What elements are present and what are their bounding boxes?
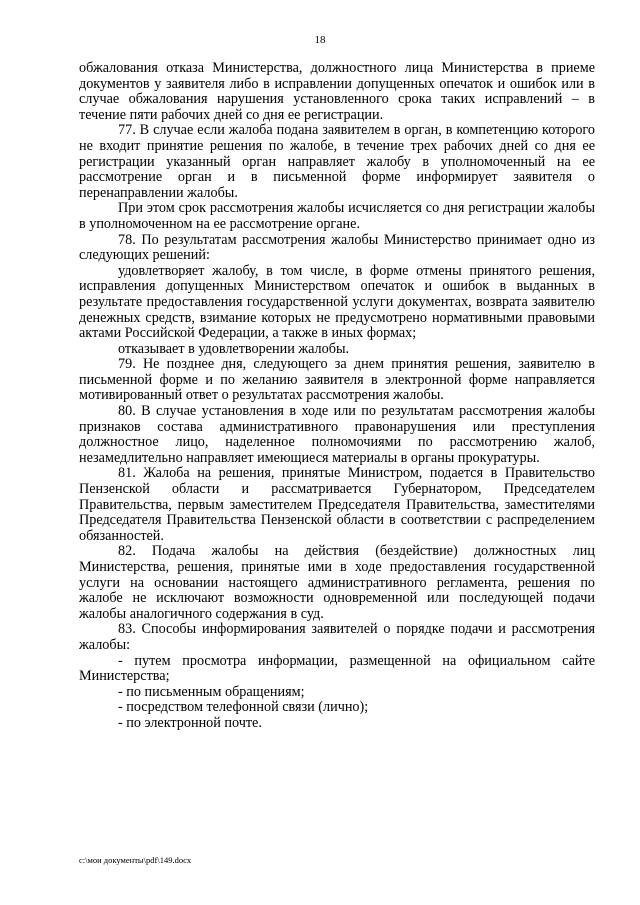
paragraph-78-option-refuse: отказывает в удовлетворении жалобы.	[118, 340, 350, 357]
file-path-footer: c:\мои документы\pdf\149.docx	[79, 855, 192, 865]
paragraph-83: 83. Способы информирования заявителей о порядке подачи и рассмотрения жалобы:	[79, 621, 595, 653]
paragraph-81: 81. Жалоба на решения, принятые Министром, подается в Правительство Пензенской области и рассматривается Губернатором, Председателем Правительства, первым заместителем Председателя Правительства, заместителями Председателя Правительства Пензенской области в соответствии с распределением обязанностей.	[79, 465, 595, 544]
paragraph-82: 82. Подача жалобы на действия (бездействие) должностных лиц Министерства, решения, принятые ими в ходе предоставления государственной услуги на основании настоящего административного регламента, решения по жалобе не исключают возможности одновременной или последующей подачи жалобы аналогичного содержания в суд.	[79, 543, 595, 622]
list-item: - по электронной почте.	[118, 714, 262, 731]
paragraph-77-term: При этом срок рассмотрения жалобы исчисляется со дня регистрации жалобы в уполномоченном на ее рассмотрение органе.	[79, 200, 595, 232]
document-body	[79, 61, 595, 732]
paragraph-79: 79. Не позднее дня, следующего за днем принятия решения, заявителю в письменной форме и по желанию заявителя в электронной форме направляется мотивированный ответ о результатах рассмотрения жалобы.	[79, 356, 595, 404]
list-item: - посредством телефонной связи (лично);	[118, 699, 369, 716]
page-number: 18	[314, 34, 326, 46]
paragraph-continuation: обжалования отказа Министерства, должностного лица Министерства в приеме документов у заявителя либо в исправлении допущенных опечаток и ошибок или в случае обжалования нарушения установленного срока таких исправлений – в течение пяти рабочих дней со дня ее регистрации.	[79, 60, 595, 123]
list-item: - по письменным обращениям;	[118, 683, 305, 700]
paragraph-78: 78. По результатам рассмотрения жалобы Министерство принимает одно из следующих решений:	[79, 231, 595, 264]
list-item-website: - путем просмотра информации, размещенной на официальном сайте Министерства;	[79, 652, 595, 685]
paragraph-80: 80. В случае установления в ходе или по результатам рассмотрения жалобы признаков состава административного правонарушения или преступления должностное лицо, наделенное полномочиями по рассмотрению жалоб, незамедлительно направляет имеющиеся материалы в органы прокуратуры.	[79, 403, 595, 466]
paragraph-77: 77. В случае если жалоба подана заявителем в орган, в компетенцию которого не входит принятие решения по жалобе, в течение трех рабочих дней со дня ее регистрации указанный орган направляет жалобу в уполномоченный на ее рассмотрение орган и в письменной форме информирует заявителя о перенаправлении жалобы.	[79, 122, 595, 201]
paragraph-78-option-satisfy: удовлетворяет жалобу, в том числе, в форме отмены принятого решения, исправления допущенных Министерством опечаток и ошибок в выданных в результате предоставления государственной услуги документах, возврата заявителю денежных средств, взимание которых не предусмотрено нормативными правовыми актами Российской Федерации, а также в иных формах;	[79, 262, 595, 342]
